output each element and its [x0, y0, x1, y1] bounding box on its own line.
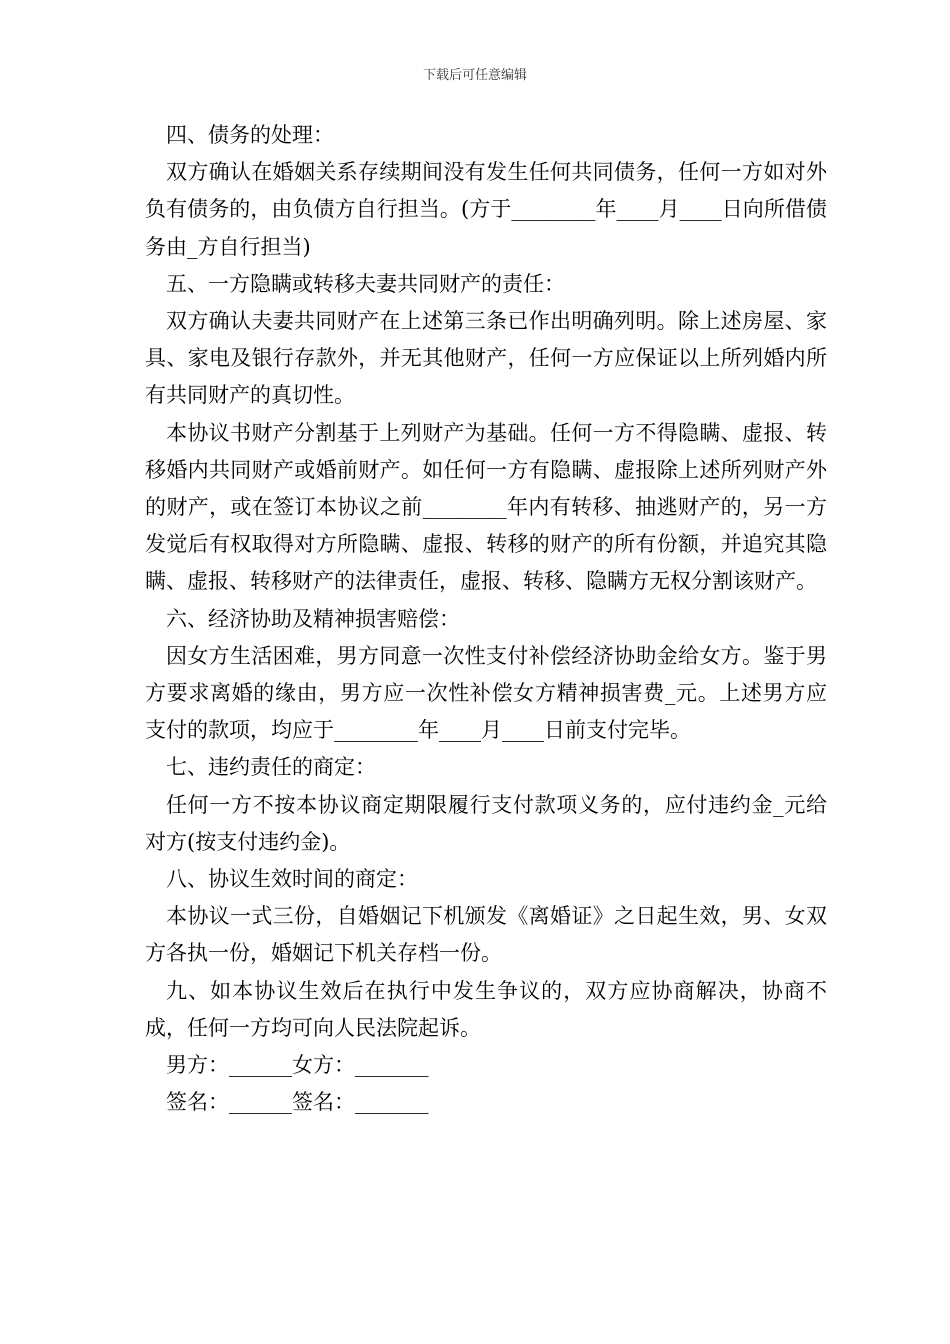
section-six-heading: 六、经济协助及精神损害赔偿： — [166, 606, 460, 631]
debt-clause-paragraph: 双方确认在婚姻关系存续期间没有发生任何共同债务，任何一方如对外负有债务的，由负债方自行担当。(方于________年____月____日向所借债务由_方自行担当) — [145, 160, 827, 259]
section-nine-dispute-paragraph: 九、如本协议生效后在执行中发生争议的，双方应协商解决，协商不成，任何一方均可向人民法院起诉。 — [145, 978, 827, 1040]
signature-line: 签名：______签名：_______ — [166, 1090, 429, 1115]
section-four-heading: 四、债务的处理： — [166, 123, 334, 147]
section-eight-heading: 八、协议生效时间的商定： — [166, 867, 418, 892]
document-body — [145, 117, 827, 1121]
page-header-note: 下载后可任意编辑 — [422, 68, 527, 83]
party-names-line: 男方：______女方：_______ — [166, 1053, 429, 1078]
breach-liability-paragraph: 任何一方不按本协议商定期限履行支付款项义务的，应付违约金_元给对方(按支付违约金)。 — [145, 792, 827, 854]
property-division-paragraph: 本协议书财产分割基于上列财产为基础。任何一方不得隐瞒、虚报、转移婚内共同财产或婚前财产。如任何一方有隐瞒、虚报除上述所列财产外的财产，或在签订本协议之前________年内有转移、抽逃财产的，另一方发觉后有权取得对方所隐瞒、虚报、转移的财产的所有份额，并追究其隐瞒、虚报、转移财产的法律责任，虚报、转移、隐瞒方无权分割该财产。 — [145, 420, 827, 594]
section-seven-heading: 七、违约责任的商定： — [166, 755, 376, 780]
property-confirmation-paragraph: 双方确认夫妻共同财产在上述第三条已作出明确列明。除上述房屋、家具、家电及银行存款外，并无其他财产，任何一方应保证以上所列婚内所有共同财产的真切性。 — [145, 309, 827, 408]
section-five-heading: 五、一方隐瞒或转移夫妻共同财产的责任： — [166, 271, 565, 296]
effectiveness-paragraph: 本协议一式三份，自婚姻记下机颁发《离婚证》之日起生效，男、女双方各执一份，婚姻记下机关存档一份。 — [145, 904, 827, 966]
compensation-paragraph: 因女方生活困难，男方同意一次性支付补偿经济协助金给女方。鉴于男方要求离婚的缘由，男方应一次性补偿女方精神损害费_元。上述男方应支付的款项，均应于________年____月____日前支付完毕。 — [145, 643, 827, 743]
